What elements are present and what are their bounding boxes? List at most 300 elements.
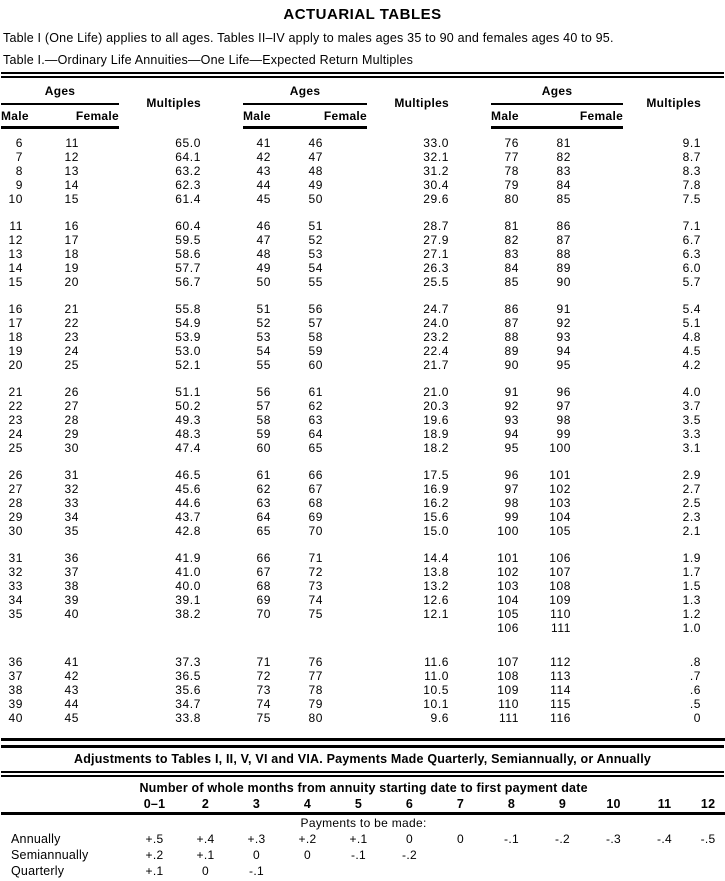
- multiple-cell: 34.7: [175, 697, 202, 711]
- table-row: [1, 579, 725, 593]
- female-age-cell: 95: [556, 358, 572, 372]
- female-age-cell: 30: [64, 441, 80, 455]
- male-age-cell: 8: [15, 164, 23, 178]
- male-age-cell: 93: [504, 413, 520, 427]
- male-age-cell: 97: [504, 482, 520, 496]
- male-age-cell: 64: [256, 510, 272, 524]
- male-age-cell: 71: [256, 655, 272, 669]
- male-age-cell: 41: [256, 136, 272, 150]
- multiple-cell: 38.2: [175, 607, 202, 621]
- table-row: [1, 233, 725, 247]
- adjustment-value-cell: +.1: [349, 832, 368, 846]
- month-column-header: 11: [639, 795, 690, 814]
- male-age-cell: 35: [8, 607, 23, 621]
- female-age-cell: 48: [308, 164, 324, 178]
- female-age-cell: 13: [64, 164, 80, 178]
- table-row: [1, 219, 725, 233]
- adjustment-value-cell: 0: [253, 848, 260, 862]
- adjustment-value-cell: [537, 863, 588, 879]
- female-age-cell: 32: [64, 482, 80, 496]
- multiple-cell: 28.7: [423, 219, 450, 233]
- multiple-cell: 7.8: [682, 178, 702, 192]
- multiple-cell: 30.4: [423, 178, 450, 192]
- male-age-cell: 92: [504, 399, 520, 413]
- adjustments-title: Adjustments to Tables I, II, V, VI and VIA. Payments Made Quarterly, Semiannually, or Annually: [73, 752, 652, 766]
- male-age-cell: 16: [8, 302, 23, 316]
- male-age-cell: 90: [504, 358, 520, 372]
- adjustment-value-cell: -.4: [657, 832, 672, 846]
- multiples-header-3: Multiples: [646, 95, 702, 110]
- female-age-cell: 72: [308, 565, 324, 579]
- male-age-cell: 79: [504, 178, 520, 192]
- male-age-cell: 77: [504, 150, 520, 164]
- female-age-cell: 108: [549, 579, 572, 593]
- multiple-cell: [367, 621, 491, 635]
- male-age-cell: 23: [8, 413, 23, 427]
- female-age-cell: 86: [556, 219, 572, 233]
- main-table: [1, 78, 725, 741]
- female-age-cell: 63: [308, 413, 324, 427]
- male-age-cell: 91: [504, 385, 520, 399]
- male-age-cell: 102: [497, 565, 520, 579]
- multiple-cell: .6: [689, 683, 702, 697]
- adjustments-section: [1, 745, 724, 879]
- female-age-cell: 25: [64, 358, 80, 372]
- female-age-cell: 38: [64, 579, 80, 593]
- ages-header-1: Ages: [1, 78, 119, 104]
- adjustment-value-cell: +.1: [145, 864, 164, 878]
- table-row: [1, 655, 725, 669]
- multiples-header-2: Multiples: [394, 95, 450, 110]
- female-age-cell: 78: [308, 683, 324, 697]
- multiple-cell: 41.9: [175, 551, 202, 565]
- multiple-cell: 62.3: [175, 178, 202, 192]
- male-age-cell: 62: [256, 482, 272, 496]
- adjustment-value-cell: -.2: [402, 848, 417, 862]
- male-age-cell: 82: [504, 233, 520, 247]
- adjustment-value-cell: [588, 847, 639, 863]
- adjustment-value-cell: +.2: [298, 832, 317, 846]
- male-age-cell: 53: [256, 330, 272, 344]
- male-age-cell: 107: [497, 655, 520, 669]
- male-age-cell: 26: [8, 468, 23, 482]
- female-header-1: Female: [27, 104, 119, 128]
- month-column-header: 2: [180, 795, 231, 814]
- female-age-cell: 112: [550, 655, 572, 669]
- page-title: ACTUARIAL TABLES: [283, 6, 442, 23]
- multiple-cell: 33.8: [175, 711, 202, 725]
- main-table-header: [1, 78, 725, 128]
- multiple-cell: 12.1: [423, 607, 450, 621]
- adjustment-value-cell: +.3: [247, 832, 266, 846]
- adjustment-value-cell: [537, 847, 588, 863]
- female-age-cell: 60: [308, 358, 324, 372]
- adjustment-value-cell: [486, 863, 537, 879]
- intro-text: Table I (One Life) applies to all ages. Tables II–IV apply to males ages 35 to 90 and females ages 40 to 95.: [3, 31, 614, 45]
- female-age-cell: 109: [549, 593, 572, 607]
- female-age-cell: 16: [64, 219, 80, 233]
- male-age-cell: 85: [504, 275, 520, 289]
- male-age-cell: 110: [498, 697, 520, 711]
- male-age-cell: 86: [504, 302, 520, 316]
- spacer-row: [1, 206, 725, 219]
- table-row: [1, 192, 725, 206]
- female-age-cell: 65: [308, 441, 324, 455]
- multiple-cell: 65.0: [175, 136, 202, 150]
- multiple-cell: 17.5: [423, 468, 450, 482]
- table-row: [1, 683, 725, 697]
- female-age-cell: 28: [64, 413, 80, 427]
- female-age-cell: 57: [308, 316, 324, 330]
- payment-frequency-label: Quarterly: [11, 864, 65, 878]
- multiple-cell: 24.7: [423, 302, 450, 316]
- multiple-cell: 7.5: [682, 192, 702, 206]
- female-age-cell: 35: [64, 524, 80, 538]
- table-row: [1, 136, 725, 150]
- female-age-cell: [27, 621, 119, 635]
- female-age-cell: 49: [308, 178, 324, 192]
- month-column-header: 5: [333, 795, 384, 814]
- male-age-cell: 109: [497, 683, 520, 697]
- female-age-cell: 114: [550, 683, 572, 697]
- female-age-cell: 45: [64, 711, 80, 725]
- male-age-cell: 42: [256, 150, 272, 164]
- multiple-cell: 51.1: [175, 385, 202, 399]
- male-age-cell: 70: [256, 607, 272, 621]
- ages-header-2: Ages: [243, 78, 367, 104]
- table-row: [1, 344, 725, 358]
- female-age-cell: 82: [556, 150, 572, 164]
- spacer-row: [1, 635, 725, 655]
- adjustment-value-cell: +.1: [196, 848, 215, 862]
- male-age-cell: 10: [8, 192, 23, 206]
- multiple-cell: 55.8: [175, 302, 202, 316]
- multiple-cell: 43.7: [175, 510, 202, 524]
- female-age-cell: 24: [64, 344, 80, 358]
- male-age-cell: 20: [8, 358, 23, 372]
- multiple-cell: 15.6: [423, 510, 450, 524]
- spacer-row: [1, 538, 725, 551]
- multiple-cell: 1.7: [682, 565, 702, 579]
- female-age-cell: 100: [549, 441, 572, 455]
- multiple-cell: 1.5: [682, 579, 702, 593]
- multiple-cell: 9.1: [682, 136, 702, 150]
- table1-caption: Table I.—Ordinary Life Annuities—One Life—Expected Return Multiples: [3, 53, 414, 67]
- male-age-cell: 94: [504, 427, 520, 441]
- female-age-cell: 61: [308, 385, 324, 399]
- male-age-cell: 58: [256, 413, 272, 427]
- multiple-cell: .7: [689, 669, 702, 683]
- female-header-3: Female: [531, 104, 623, 128]
- multiple-cell: 26.3: [423, 261, 450, 275]
- multiple-cell: 44.6: [175, 496, 202, 510]
- multiple-cell: 2.3: [682, 510, 702, 524]
- male-age-cell: 100: [497, 524, 520, 538]
- female-age-cell: 85: [556, 192, 572, 206]
- multiple-cell: 3.1: [682, 441, 702, 455]
- female-age-cell: 105: [549, 524, 572, 538]
- multiple-cell: 31.2: [423, 164, 450, 178]
- table-row: [1, 385, 725, 399]
- female-age-cell: 113: [550, 669, 572, 683]
- male-age-cell: 7: [15, 150, 23, 164]
- female-age-cell: 36: [64, 551, 80, 565]
- male-age-cell: 31: [8, 551, 23, 565]
- female-age-cell: 102: [549, 482, 572, 496]
- table-row: [1, 441, 725, 455]
- female-age-cell: 88: [556, 247, 572, 261]
- female-age-cell: 34: [64, 510, 80, 524]
- female-age-cell: 98: [556, 413, 572, 427]
- multiple-cell: 4.0: [682, 385, 702, 399]
- male-age-cell: 43: [256, 164, 272, 178]
- adjustment-value-cell: [282, 863, 333, 879]
- male-age-cell: 12: [8, 233, 23, 247]
- multiple-cell: 21.0: [423, 385, 450, 399]
- female-age-cell: 106: [549, 551, 572, 565]
- multiple-cell: 9.6: [430, 711, 450, 725]
- female-age-cell: 87: [556, 233, 572, 247]
- male-age-cell: 18: [8, 330, 23, 344]
- male-age-cell: 49: [256, 261, 272, 275]
- female-age-cell: 22: [64, 316, 80, 330]
- adjustment-row: [1, 863, 725, 879]
- female-age-cell: 116: [550, 711, 572, 725]
- male-age-cell: 105: [497, 607, 520, 621]
- multiple-cell: 1.0: [682, 621, 702, 635]
- table-row: [1, 697, 725, 711]
- male-age-cell: 67: [256, 565, 272, 579]
- male-age-cell: 29: [8, 510, 23, 524]
- female-age-cell: 67: [308, 482, 324, 496]
- male-age-cell: 51: [256, 302, 272, 316]
- female-age-cell: 107: [549, 565, 572, 579]
- multiple-cell: 14.4: [423, 551, 450, 565]
- female-age-cell: 54: [308, 261, 324, 275]
- male-age-cell: 96: [504, 468, 520, 482]
- male-age-cell: 24: [8, 427, 23, 441]
- female-age-cell: 77: [308, 669, 324, 683]
- table-row: [1, 413, 725, 427]
- male-age-cell: 30: [8, 524, 23, 538]
- male-age-cell: 66: [256, 551, 272, 565]
- female-age-cell: 46: [308, 136, 324, 150]
- female-age-cell: 99: [556, 427, 572, 441]
- male-age-cell: 61: [256, 468, 272, 482]
- male-age-cell: 57: [256, 399, 272, 413]
- multiple-cell: 15.0: [423, 524, 450, 538]
- male-age-cell: 34: [8, 593, 23, 607]
- table-row: [1, 302, 725, 316]
- female-age-cell: 51: [308, 219, 324, 233]
- multiple-cell: 6.7: [682, 233, 702, 247]
- male-age-cell: 38: [8, 683, 23, 697]
- multiple-cell: 0: [693, 711, 702, 725]
- month-column-header: 3: [231, 795, 282, 814]
- female-age-cell: 80: [308, 711, 324, 725]
- male-age-cell: 21: [8, 385, 23, 399]
- multiple-cell: 20.3: [423, 399, 450, 413]
- female-age-cell: 97: [556, 399, 572, 413]
- male-age-cell: 46: [256, 219, 272, 233]
- adjustment-value-cell: -.1: [249, 864, 264, 878]
- male-age-cell: 95: [504, 441, 520, 455]
- male-age-cell: 76: [504, 136, 520, 150]
- female-age-cell: 83: [556, 164, 572, 178]
- month-column-header: 0–1: [129, 795, 180, 814]
- multiple-cell: 7.1: [682, 219, 702, 233]
- multiple-cell: 53.0: [175, 344, 202, 358]
- female-age-cell: 71: [308, 551, 324, 565]
- table-row: [1, 496, 725, 510]
- female-age-cell: 104: [549, 510, 572, 524]
- male-age-cell: 44: [256, 178, 272, 192]
- adjustment-value-cell: [384, 863, 435, 879]
- male-age-cell: 52: [256, 316, 272, 330]
- spacer-row: [1, 289, 725, 302]
- adjustment-value-cell: [333, 863, 384, 879]
- female-age-cell: 26: [64, 385, 80, 399]
- female-age-cell: 75: [308, 607, 324, 621]
- multiple-cell: 19.6: [423, 413, 450, 427]
- multiple-cell: 13.2: [423, 579, 450, 593]
- female-age-cell: 17: [64, 233, 80, 247]
- multiples-header-1: Multiples: [146, 95, 202, 110]
- male-age-cell: 75: [256, 711, 272, 725]
- multiple-cell: 36.5: [175, 669, 202, 683]
- multiple-cell: 35.6: [175, 683, 202, 697]
- female-age-cell: 43: [64, 683, 80, 697]
- male-header-2: Male: [243, 104, 275, 128]
- multiple-cell: 57.7: [175, 261, 202, 275]
- multiple-cell: 16.9: [423, 482, 450, 496]
- female-age-cell: 27: [64, 399, 80, 413]
- female-age-cell: 21: [64, 302, 80, 316]
- male-age-cell: 74: [256, 697, 272, 711]
- male-age-cell: 78: [504, 164, 520, 178]
- female-age-cell: 18: [64, 247, 80, 261]
- adj-columns-row: [1, 795, 725, 814]
- male-header-1: Male: [1, 104, 27, 128]
- adjustment-value-cell: -.1: [504, 832, 519, 846]
- main-table-body: [1, 128, 725, 740]
- multiple-cell: 5.7: [682, 275, 702, 289]
- adj-label-column-spacer: [1, 795, 129, 814]
- multiple-cell: 48.3: [175, 427, 202, 441]
- adjustment-value-cell: [435, 863, 486, 879]
- male-age-cell: 80: [504, 192, 520, 206]
- adj-body: [1, 814, 725, 880]
- male-age-cell: 60: [256, 441, 272, 455]
- table-row: [1, 607, 725, 621]
- female-age-cell: 50: [308, 192, 324, 206]
- multiple-cell: 16.2: [423, 496, 450, 510]
- month-column-header: 10: [588, 795, 639, 814]
- multiple-cell: 8.7: [682, 150, 702, 164]
- female-age-cell: 115: [550, 697, 572, 711]
- adjustment-value-cell: 0: [457, 832, 464, 846]
- multiple-cell: 23.2: [423, 330, 450, 344]
- table-row: [1, 468, 725, 482]
- female-age-cell: 19: [64, 261, 80, 275]
- female-age-cell: 73: [308, 579, 324, 593]
- multiple-cell: 32.1: [423, 150, 450, 164]
- adjustment-value-cell: -.5: [700, 832, 716, 846]
- multiple-cell: 47.4: [175, 441, 202, 455]
- multiple-cell: 27.1: [423, 247, 450, 261]
- adjustment-value-cell: 0: [304, 848, 311, 862]
- multiple-cell: 41.0: [175, 565, 202, 579]
- female-age-cell: 74: [308, 593, 324, 607]
- multiple-cell: 45.6: [175, 482, 202, 496]
- male-age-cell: 87: [504, 316, 520, 330]
- male-age-cell: 101: [497, 551, 520, 565]
- female-age-cell: 79: [308, 697, 324, 711]
- table-row: [1, 358, 725, 372]
- female-age-cell: 47: [308, 150, 324, 164]
- table-row: [1, 593, 725, 607]
- male-age-cell: 48: [256, 247, 272, 261]
- multiple-cell: 6.0: [682, 261, 702, 275]
- multiple-cell: 3.7: [682, 399, 702, 413]
- female-age-cell: 12: [64, 150, 80, 164]
- adjustment-value-cell: [588, 863, 639, 879]
- multiple-cell: 11.0: [424, 669, 450, 683]
- male-age-cell: 68: [256, 579, 272, 593]
- multiple-cell: 61.4: [175, 192, 202, 206]
- female-age-cell: 90: [556, 275, 572, 289]
- adjustment-value-cell: [486, 847, 537, 863]
- month-column-header: 6: [384, 795, 435, 814]
- multiple-cell: 46.5: [175, 468, 202, 482]
- multiple-cell: 5.1: [682, 316, 702, 330]
- multiple-cell: 52.1: [175, 358, 202, 372]
- multiple-cell: 50.2: [175, 399, 202, 413]
- male-age-cell: 108: [497, 669, 520, 683]
- female-age-cell: 69: [308, 510, 324, 524]
- multiple-cell: 22.4: [423, 344, 450, 358]
- table-row: [1, 330, 725, 344]
- male-age-cell: 28: [8, 496, 23, 510]
- male-age-cell: 106: [497, 621, 520, 635]
- female-age-cell: 44: [64, 697, 80, 711]
- multiple-cell: [119, 621, 243, 635]
- male-age-cell: 83: [504, 247, 520, 261]
- multiple-cell: 64.1: [175, 150, 202, 164]
- male-age-cell: 33: [8, 579, 23, 593]
- female-age-cell: 55: [308, 275, 324, 289]
- female-age-cell: 52: [308, 233, 324, 247]
- table-row: [1, 316, 725, 330]
- table-row: [1, 178, 725, 192]
- female-age-cell: 76: [308, 655, 324, 669]
- male-age-cell: 72: [256, 669, 272, 683]
- multiple-cell: .8: [689, 655, 702, 669]
- female-age-cell: 23: [64, 330, 80, 344]
- table-row: [1, 247, 725, 261]
- multiple-cell: 2.5: [682, 496, 702, 510]
- female-age-cell: 37: [64, 565, 80, 579]
- male-age-cell: 81: [504, 219, 520, 233]
- payments-section-label: Payments to be made:: [300, 816, 427, 830]
- adjustment-value-cell: +.4: [196, 832, 215, 846]
- multiple-cell: .5: [689, 697, 702, 711]
- male-age-cell: 37: [8, 669, 23, 683]
- table-row: [1, 164, 725, 178]
- multiple-cell: 6.3: [682, 247, 702, 261]
- male-age-cell: 103: [497, 579, 520, 593]
- female-age-cell: 33: [64, 496, 80, 510]
